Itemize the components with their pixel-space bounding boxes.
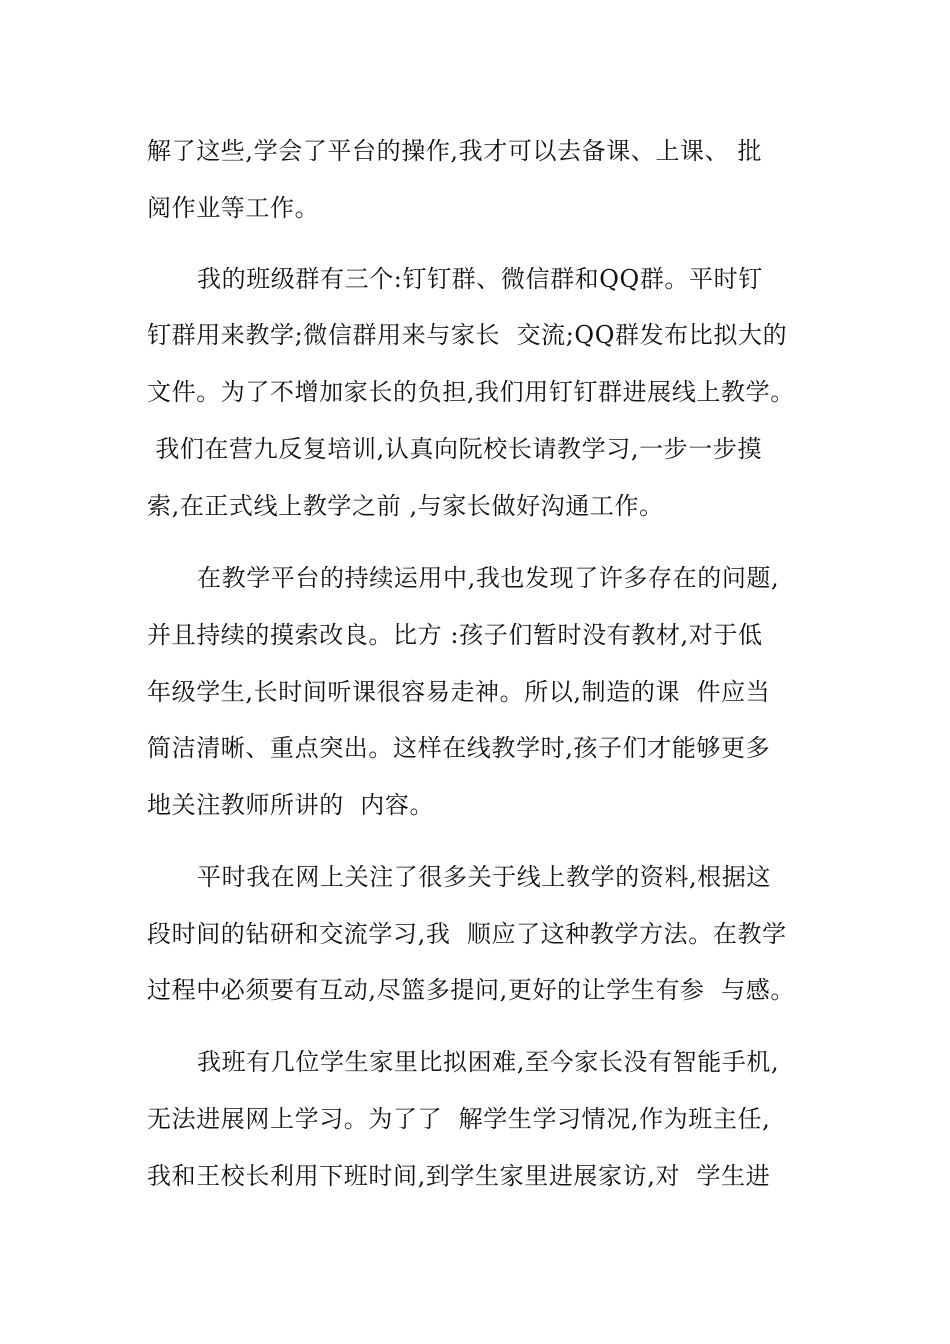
text-line: 无法进展网上学习。为了了 解学生学习情况,作为班主任, xyxy=(147,1105,771,1133)
text-line: 我和王校长利用下班时间,到学生家里进展家访,对 学生进 xyxy=(147,1162,771,1190)
text-line: 平时我在网上关注了很多关于线上教学的资料,根据这 xyxy=(197,863,772,891)
text-line: 解了这些,学会了平台的操作,我才可以去备课、上课、 批 xyxy=(147,137,763,165)
text-line: 年级学生,长时间听课很容易走神。所以,制造的课 件应当 xyxy=(147,678,771,706)
text-line: 阅作业等工作。 xyxy=(147,194,320,222)
text-line: 我班有几位学生家里比拟困难,至今家长没有智能手机, xyxy=(197,1048,780,1076)
text-line: 钉群用来教学;微信群用来与家长 交流;QQ群发布比拟大的 xyxy=(147,321,788,349)
text-line: 我的班级群有三个:钉钉群、微信群和QQ群。平时钉 xyxy=(197,265,763,293)
text-line: 索,在正式线上教学之前 ,与家长做好沟通工作。 xyxy=(147,492,664,520)
text-line: 我们在营九反复培训,认真向阮校长请教学习,一步一步摸 xyxy=(147,435,763,463)
text-line: 过程中必须要有互动,尽篮多提问,更好的让学生有参 与感。 xyxy=(147,976,795,1004)
text-line: 地关注教师所讲的 内容。 xyxy=(147,791,435,819)
text-line: 段时间的钻研和交流学习,我 顺应了这种教学方法。在教学 xyxy=(147,920,787,948)
text-line: 文件。为了不增加家长的负担,我们用钉钉群进展线上教学。 xyxy=(147,378,795,406)
text-line: 并且持续的摸索改良。比方 :孩子们暂时没有教材,对于低 xyxy=(147,621,763,649)
text-line: 简洁清晰、重点突出。这样在线教学时,孩子们才能够更多 xyxy=(147,734,771,762)
text-line: 在教学平台的持续运用中,我也发现了许多存在的问题, xyxy=(197,564,780,592)
